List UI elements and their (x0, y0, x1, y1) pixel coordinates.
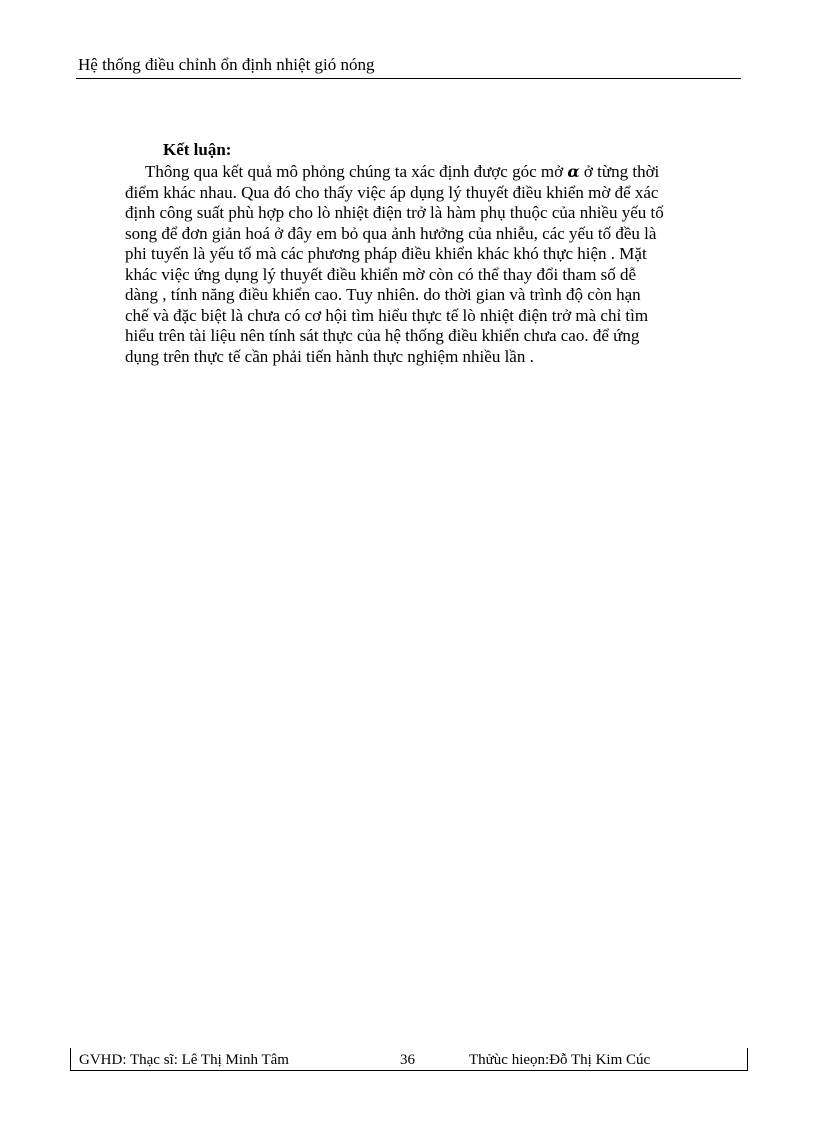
paragraph-line: hiểu trên tài liệu nên tính sát thực của hệ thống điều khiển chưa cao. để ứng (125, 326, 640, 345)
paragraph-line: song để đơn giản hoá ở đây em bỏ qua ảnh hưởng của nhiễu, các yếu tố đều là (125, 223, 657, 243)
line-text: Thông qua kết quả mô phỏng chúng ta xác định được góc mở (145, 162, 564, 181)
document-title: Hệ thống điều chỉnh ổn định nhiệt gió nóng (78, 55, 375, 74)
paragraph-line: dụng trên thực tế cần phải tiến hành thực nghiệm nhiều lần . (125, 346, 534, 366)
paragraph-line: khác việc ứng dụng lý thuyết điều khiển mờ còn có thể thay đổi tham số dễ (125, 264, 637, 284)
paragraph-line: điểm khác nhau. Qua đó cho thấy việc áp dụng lý thuyết điều khiển mờ để xác (125, 182, 659, 202)
author-label: Thửùc hieọn:Đỗ Thị Kim Cúc (469, 1052, 651, 1068)
paragraph-line: định công suất phù hợp cho lò nhiệt điện trở là hàm phụ thuộc của nhiều yếu tố (125, 203, 664, 222)
page-footer (70, 1048, 748, 1071)
paragraph-line: chế và đặc biệt là chưa có cơ hội tìm hiểu thực tế lò nhiệt điện trở mà chỉ tìm (125, 305, 649, 325)
paragraph-line (125, 162, 741, 183)
paragraph-line: dàng , tính năng điều khiển cao. Tuy nhiên. do thời gian và trình độ còn hạn (125, 285, 641, 304)
conclusion-paragraph (125, 162, 741, 367)
section-heading: Kết luận: (163, 140, 232, 159)
advisor-label: GVHD: Thạc sĩ: Lê Thị Minh Tâm (79, 1052, 289, 1068)
page-number: 36 (400, 1052, 415, 1068)
paragraph-line: phi tuyến là yếu tố mà các phương pháp điều khiển khác khó thực hiện . Mặt (125, 244, 647, 263)
line-text: ở từng thời (583, 162, 660, 181)
main-content (125, 140, 741, 367)
page-header (76, 54, 741, 79)
alpha-symbol: α (567, 162, 580, 181)
